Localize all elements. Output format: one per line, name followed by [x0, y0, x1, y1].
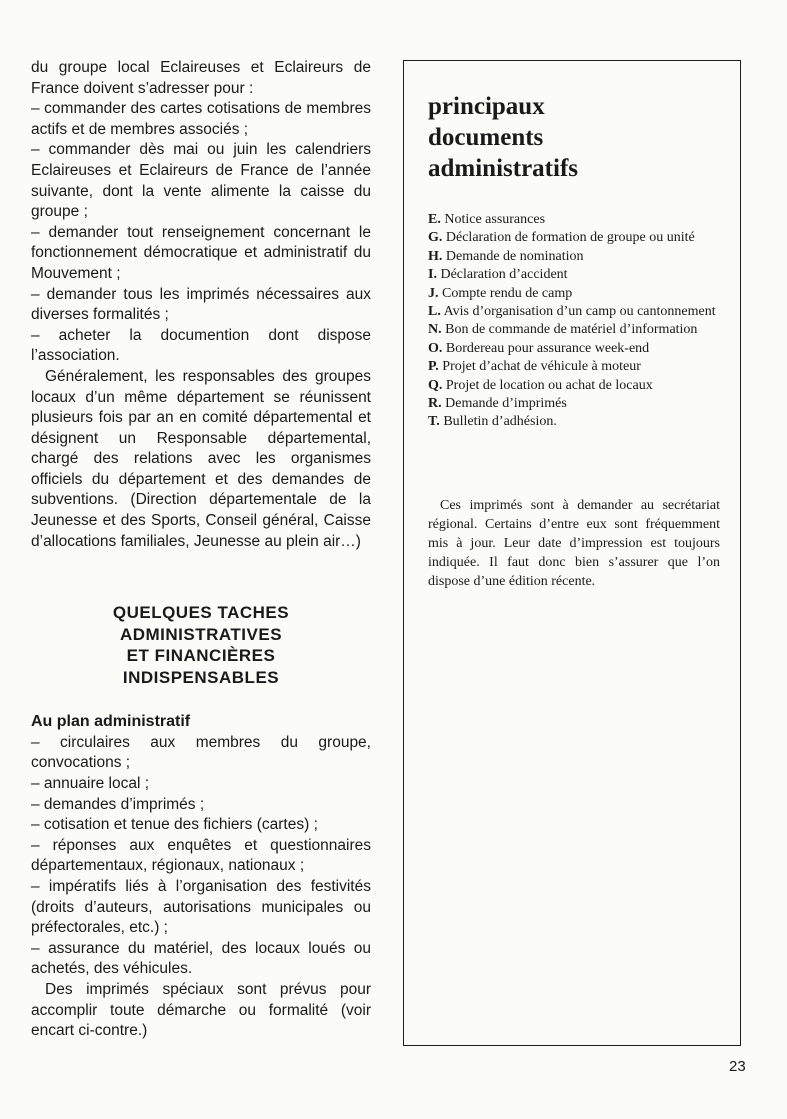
intro-item: – demander tous les imprimés nécessaires aux diverses formalités ; [31, 285, 371, 324]
section-heading [31, 602, 371, 688]
task-item: – impératifs liés à l’organisation des festivités (droits d’auteurs, autorisations municipales ou préfectorales, etc.) ; [31, 878, 371, 937]
sub-heading: Au plan administratif [31, 713, 191, 731]
document-item [428, 395, 720, 413]
section-heading-line: INDISPENSABLES [122, 667, 280, 687]
document-label: Demande de nomination [445, 248, 584, 264]
document-item [428, 285, 720, 303]
document-label: Bordereau pour assurance week-end [445, 340, 650, 356]
document-item [428, 413, 720, 431]
document-label: Notice assurances [444, 212, 546, 227]
document-item [428, 211, 720, 229]
documents-box [403, 60, 741, 1046]
document-label: Bon de commande de matériel d’information [445, 322, 698, 338]
task-item: – cotisation et tenue des fichiers (cartes) ; [31, 816, 318, 834]
document-code: E. [428, 212, 441, 227]
closing-paragraph: Des imprimés spéciaux sont prévus pour accomplir toute démarche ou formalité (voir encart ci-contre.) [31, 980, 371, 1040]
document-code: G. [428, 230, 443, 246]
document-code: T. [428, 414, 440, 430]
box-title-line: administratifs [428, 155, 578, 182]
document-item [428, 377, 720, 395]
document-item [428, 340, 720, 358]
document-item [428, 266, 720, 284]
intro-paragraph: du groupe local Eclaireuses et Eclaireurs de France doivent s’adresser pour : [31, 59, 371, 97]
document-item [428, 321, 720, 339]
document-code: J. [428, 285, 439, 301]
left-column [31, 58, 371, 1042]
intro-item: – acheter la documention dont dispose l’association. [31, 326, 371, 365]
document-code: P. [428, 359, 439, 375]
document-label: Projet de location ou achat de locaux [445, 377, 653, 393]
section-heading-line: ET FINANCIÈRES [126, 646, 276, 666]
document-label: Déclaration de formation de groupe ou unité [445, 230, 695, 246]
document-code: H. [428, 248, 443, 264]
box-note: Ces imprimés sont à demander au secrétariat régional. Certains d’entre eux sont fréquemment mis à jour. Leur date d’impression est toujours indiquée. Il faut donc bien s’assurer que l’on dispose d’une édition récente. [428, 498, 720, 589]
task-item: – annuaire local ; [31, 775, 150, 793]
documents-list [428, 211, 720, 432]
document-code: R. [428, 396, 442, 412]
task-item: – réponses aux enquêtes et questionnaires départementaux, régionaux, nationaux ; [31, 836, 371, 875]
general-paragraph: Généralement, les responsables des groupes locaux d’un même département se réunissent plusieurs fois par an en comité départemental et désignent un Responsable départemental, chargé des relations avec les organismes officiels du département et des demandes de subventions. (Direction départementale de la Jeunesse et des Sports, Conseil général, Caisse d’allocations familiales, Jeunesse au plein air…) [31, 367, 371, 550]
document-code: Q. [428, 377, 443, 393]
task-item: – circulaires aux membres du groupe, convocations ; [31, 733, 371, 772]
document-label: Déclaration d’accident [440, 267, 568, 283]
section-heading-line: QUELQUES TACHES [112, 603, 290, 623]
document-label: Compte rendu de camp [442, 285, 573, 301]
document-label: Projet d’achat de véhicule à moteur [442, 359, 641, 375]
intro-item: – demander tout renseignement concernant le fonctionnement démocratique et administratif du Mouvement ; [31, 223, 371, 282]
box-title-line: documents [428, 124, 544, 151]
box-title [428, 91, 578, 184]
document-label: Bulletin d’adhésion. [443, 414, 557, 430]
intro-item: – commander des cartes cotisations de membres actifs et de membres associés ; [31, 100, 371, 138]
page-number: 23 [729, 1058, 746, 1075]
document-code: O. [428, 340, 443, 356]
task-item: – demandes d’imprimés ; [31, 795, 205, 813]
document-code: N. [428, 322, 442, 338]
document-item [428, 248, 720, 266]
document-item [428, 229, 720, 247]
box-title-line: principaux [428, 93, 545, 120]
document-code: I. [428, 267, 437, 283]
document-code: L. [428, 304, 441, 320]
document-label: Avis d’organisation d’un camp ou cantonnement [443, 304, 716, 320]
section-heading-line: ADMINISTRATIVES [119, 624, 283, 644]
document-item [428, 303, 720, 321]
task-item: – assurance du matériel, des locaux loués ou achetés, des véhicules. [31, 939, 371, 978]
intro-item: – commander dès mai ou juin les calendriers Eclaireuses et Eclaireurs de France de l’année suivante, dont la vente alimente la caisse du groupe ; [31, 141, 371, 221]
document-label: Demande d’imprimés [445, 396, 567, 412]
document-item [428, 358, 720, 376]
